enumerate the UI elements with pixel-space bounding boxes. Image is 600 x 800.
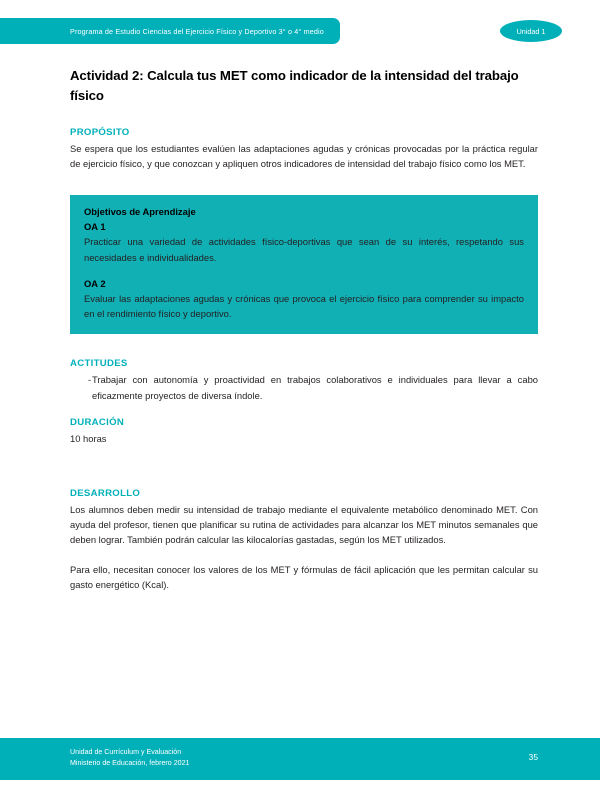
section-label-duracion: DURACIÓN — [70, 416, 125, 428]
section-proposito — [70, 127, 538, 171]
spacer — [84, 265, 524, 278]
objetivos-title: Objetivos de Aprendizaje — [84, 206, 196, 218]
list-item — [70, 372, 538, 402]
footer-credit — [70, 747, 189, 769]
footer-line-1: Unidad de Currículum y Evaluación — [70, 748, 182, 756]
desarrollo-paragraph: Los alumnos deben medir su intensidad de trabajo mediante el equivalente metabólico denominado MET. Con ayuda del profesor, tienen que planificar su rutina de actividades para alcanzar los MET minutos semanales que deben lograr. También podrán calcular las kilocalorías gastadas, según los MET utilizados. — [70, 504, 538, 546]
objetivo-text: Practicar una variedad de actividades físico-deportivas que sean de su interés, respetando sus necesidades e individualidades. — [84, 236, 524, 263]
objetivo-item — [84, 278, 524, 321]
dash-bullet-icon: - — [88, 374, 92, 386]
spacer — [70, 548, 538, 562]
unit-badge-label: Unidad 1 — [516, 26, 546, 36]
spacer — [70, 334, 538, 358]
objetivo-text: Evaluar las adaptaciones agudas y crónicas que provoca el ejercicio físico para comprender su impacto en el rendimiento físico y deportivo. — [84, 292, 524, 320]
spacer — [70, 403, 538, 417]
objetivos-box — [70, 195, 538, 334]
section-label-desarrollo: DESARROLLO — [70, 488, 141, 500]
footer-line-2: Ministerio de Educación, febrero 2021 — [70, 758, 190, 767]
duracion-value: 10 horas — [70, 432, 107, 444]
section-label-actitudes: ACTITUDES — [70, 358, 128, 370]
page-number: 35 — [528, 752, 538, 762]
spacer — [70, 446, 538, 488]
section-duracion — [70, 417, 538, 446]
section-desarrollo — [70, 488, 538, 592]
spacer — [70, 171, 538, 195]
objetivo-item — [84, 221, 524, 264]
section-actitudes — [70, 358, 538, 402]
document-content — [70, 66, 538, 592]
page-title: Actividad 2: Calcula tus MET como indicador de la intensidad del trabajo físico — [70, 68, 519, 104]
objetivo-code: OA 2 — [84, 277, 106, 289]
header-banner-text: Programa de Estudio Ciencias del Ejercicio Físico y Deportivo 3° o 4° medio — [70, 26, 324, 36]
proposito-text: Se espera que los estudiantes evalúen las adaptaciones agudas y crónicas provocadas por la práctica regular de ejercicio físico, y que conozcan y apliquen otros indicadores de intensidad del trabajo físico como los MET. — [70, 142, 538, 170]
desarrollo-paragraph: Para ello, necesitan conocer los valores de los MET y fórmulas de fácil aplicación que les permitan calcular su gasto energético (Kcal). — [70, 563, 538, 590]
section-label-proposito: PROPÓSITO — [70, 126, 130, 138]
page-footer — [0, 738, 600, 780]
objetivo-code: OA 1 — [84, 221, 106, 233]
header-banner — [0, 18, 340, 44]
page-header — [0, 18, 600, 44]
unit-badge — [500, 20, 562, 42]
actitud-text: Trabajar con autonomía y proactividad en trabajos colaborativos e individuales para llevar a cabo eficazmente proyectos de diversa índole. — [92, 374, 538, 401]
actitudes-list — [70, 372, 538, 402]
